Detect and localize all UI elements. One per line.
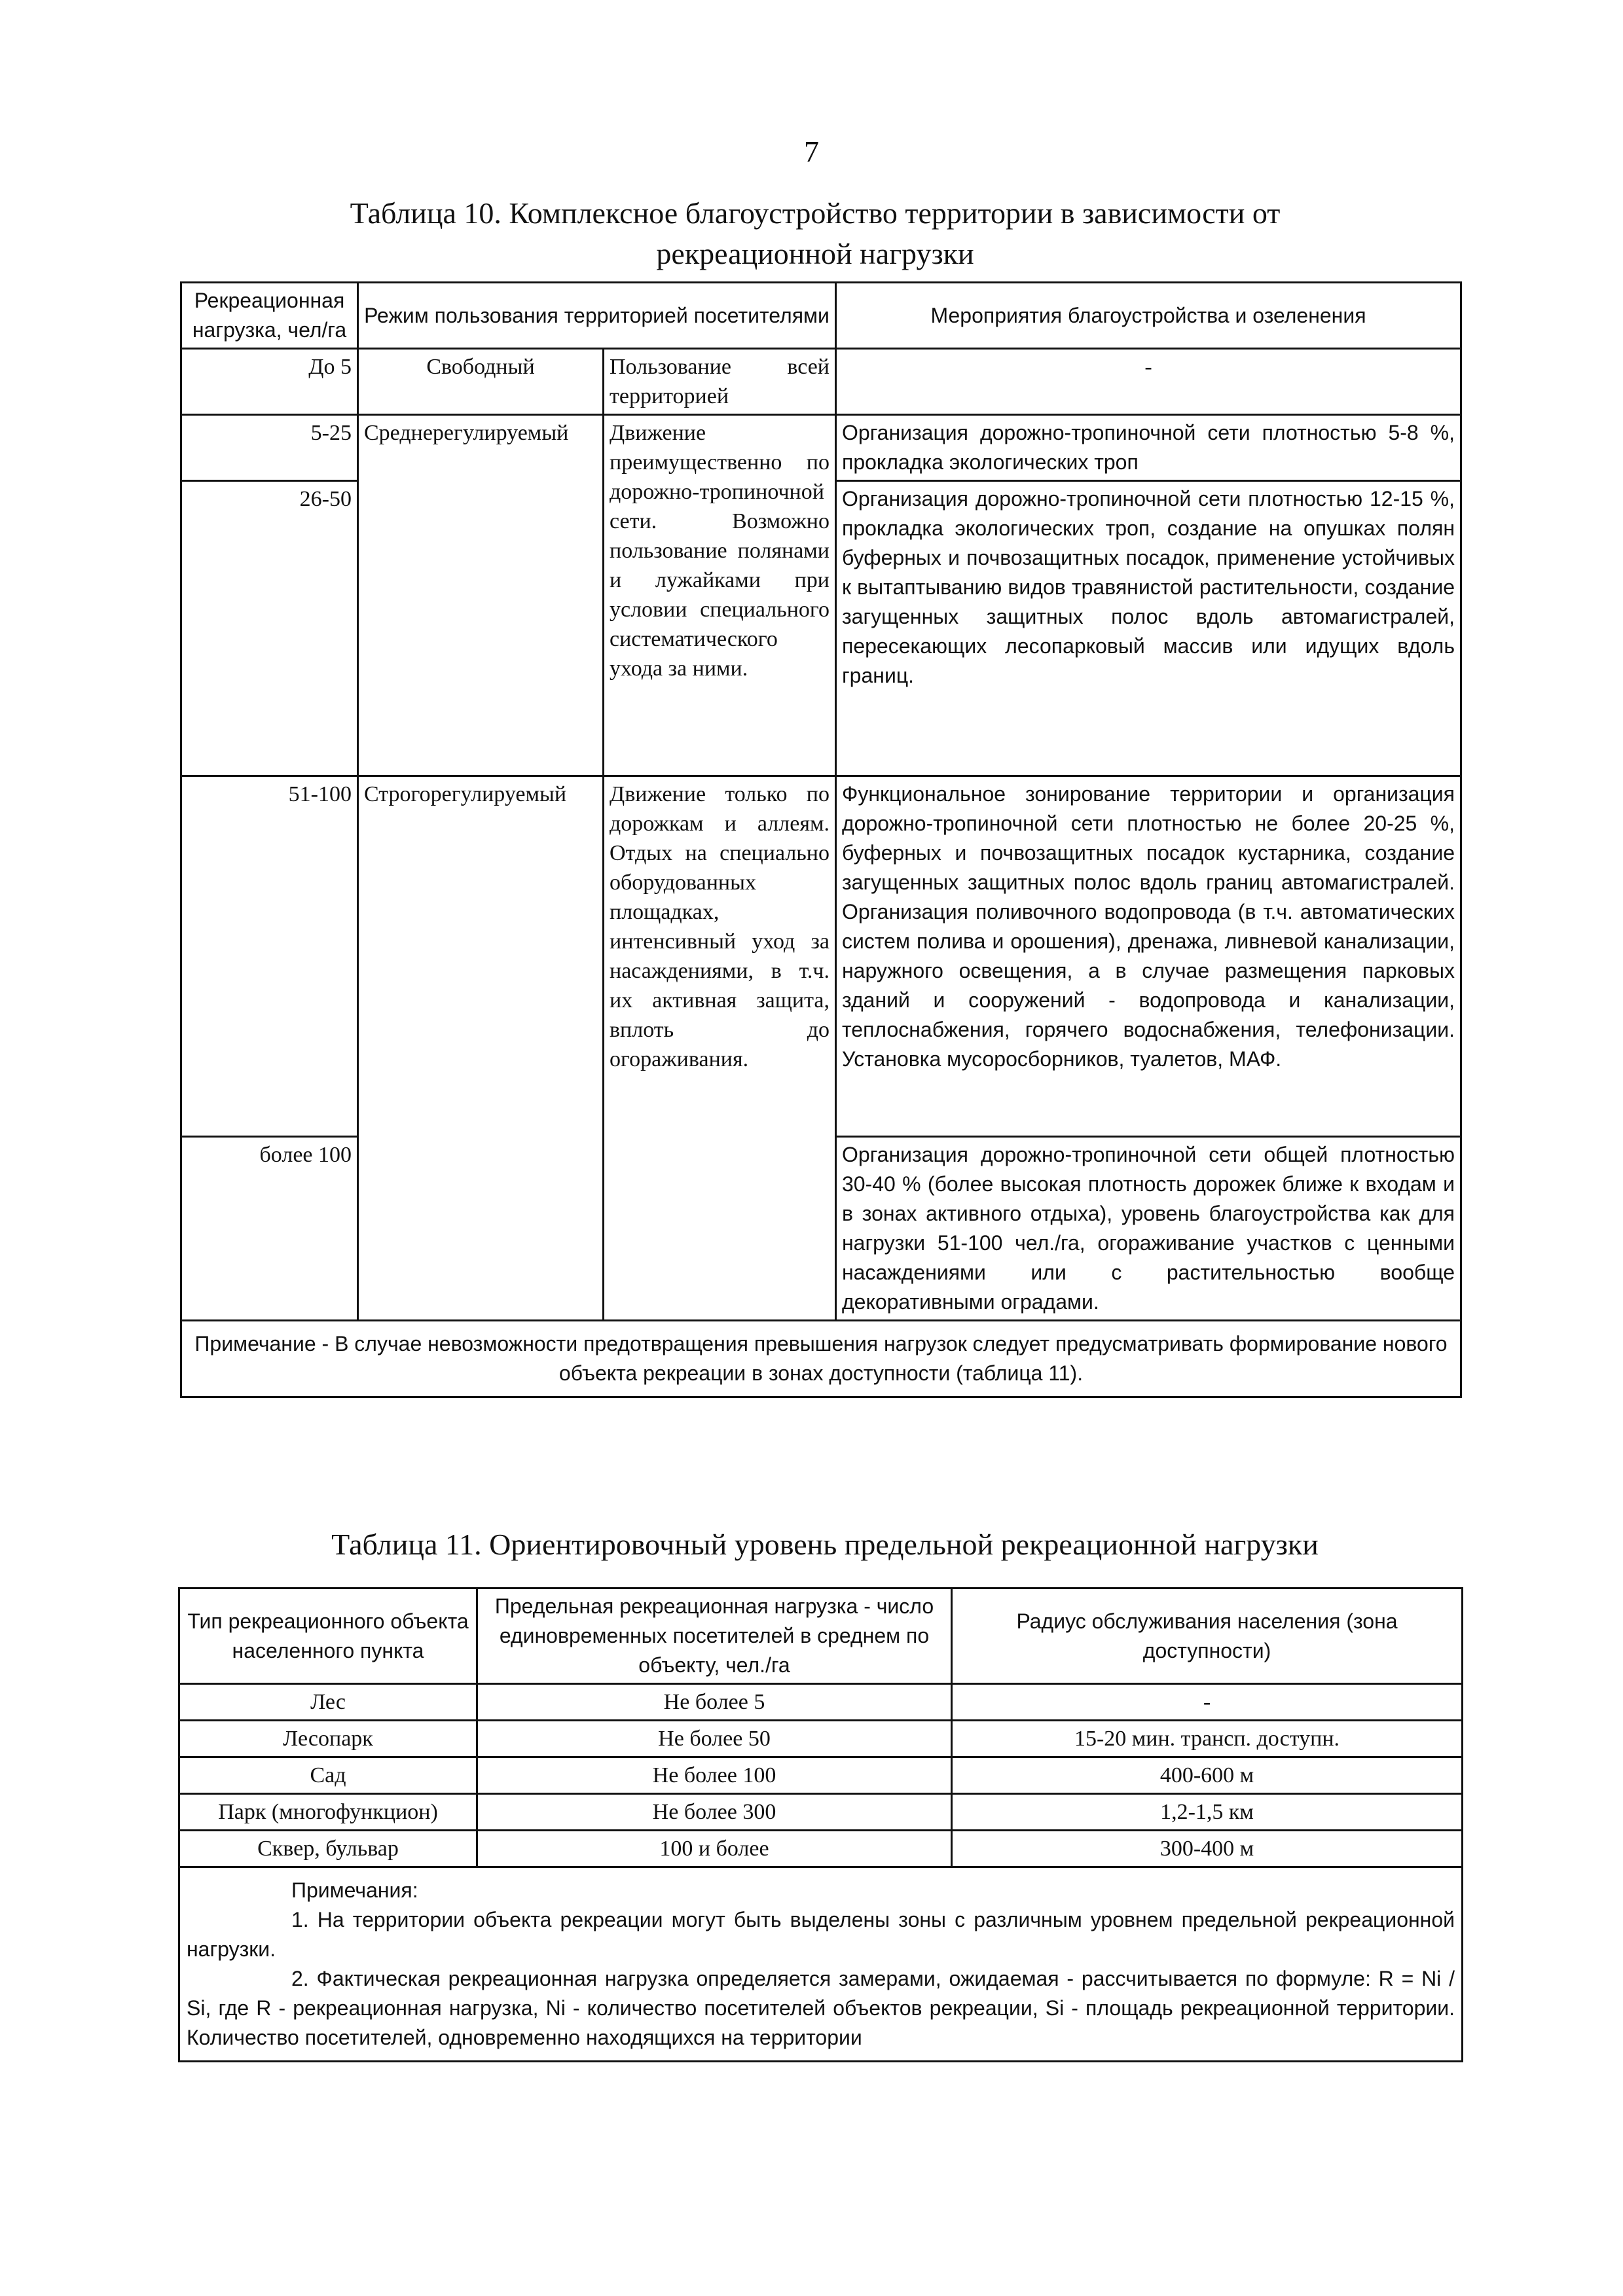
table11-row <box>179 1757 1463 1794</box>
measures-cell: Организация дорожно-тропиночной сети плотностью 12-15 %, прокладка экологических троп, создание на опушках полян буферных и почвозащитных посадок, применение устойчивых к вытаптыванию видов травянистой растительности, создание загущенных защитных полос вдоль автомагистралей, пересекающих лесопарковый массив или идущих вдоль границ. <box>836 481 1461 776</box>
load-cell: 5-25 <box>181 415 358 481</box>
usage-cell: Пользование всей территорией <box>604 349 836 415</box>
table10-header-row <box>181 283 1461 349</box>
note-2: 2. Фактическая рекреационная нагрузка определяется замерами, ожидаемая - рассчитывается по формуле: R = Ni / Si, где R - рекреационная нагрузка, Ni - количество посетителей объектов рекреации, Si - площадь рекреационной территории. Количество посетителей, одновременно находящихся на территории <box>187 1967 1455 2049</box>
type-cell: Сквер, бульвар <box>179 1831 477 1867</box>
measures-cell: Организация дорожно-тропиночной сети общей плотностью 30-40 % (более высокая плотность дорожек ближе к входам и в зонах активного отдыха), уровень благоустройства как для нагрузки 51-100 чел./га, огораживание участков с ценными насаждениями или с растительностью вообще декоративными оградами. <box>836 1137 1461 1321</box>
header-load: Рекреационная нагрузка, чел/га <box>181 283 358 349</box>
load-cell: 26-50 <box>181 481 358 776</box>
table11-row <box>179 1794 1463 1831</box>
notes-title: Примечания: <box>291 1878 418 1902</box>
mode-cell: Строгорегулируемый <box>358 776 604 1321</box>
limit-cell: Не более 100 <box>477 1757 952 1794</box>
table11-row <box>179 1684 1463 1721</box>
limit-cell: 100 и более <box>477 1831 952 1867</box>
header-mode: Режим пользования территорией посетителями <box>358 283 836 349</box>
usage-cell: Движение преимущественно по дорожно-тропиночной сети. Возможно пользование полянами и лужайками при условии специального систематического ухода за ними. <box>604 415 836 776</box>
load-cell: более 100 <box>181 1137 358 1321</box>
load-cell: До 5 <box>181 349 358 415</box>
table10-row <box>181 415 1461 481</box>
limit-cell: Не более 300 <box>477 1794 952 1831</box>
table11-notes <box>179 1867 1463 2062</box>
radius-cell: 400-600 м <box>952 1757 1463 1794</box>
radius-cell: 15-20 мин. трансп. доступн. <box>952 1721 1463 1757</box>
table11-row <box>179 1831 1463 1867</box>
table11-header-row <box>179 1588 1463 1684</box>
type-cell: Лес <box>179 1684 477 1721</box>
header-type: Тип рекреационного объекта населенного пункта <box>179 1588 477 1684</box>
page-number: 7 <box>804 135 819 168</box>
measures-cell: Функциональное зонирование территории и организация дорожно-тропиночной сети плотностью не более 20-25 %, буферных и почвозащитных посадок кустарника, создание загущенных защитных полос вдоль границ автомагистралей. Организация поливочного водопровода (в т.ч. автоматических систем полива и орошения), дренажа, ливневой канализации, наружного освещения, а в случае размещения парковых зданий и сооружений - водопровода и канализации, теплоснабжения, горячего водоснабжения, телефонизации. Установка мусоросборников, туалетов, МАФ. <box>836 776 1461 1137</box>
table11-row <box>179 1721 1463 1757</box>
radius-cell: 1,2-1,5 км <box>952 1794 1463 1831</box>
load-cell: 51-100 <box>181 776 358 1137</box>
measures-cell: - <box>836 349 1461 415</box>
table10-note-row <box>181 1321 1461 1397</box>
usage-cell: Движение только по дорожкам и аллеям. Отдых на специально оборудованных площадках, интенсивный уход за насаждениями, в т.ч. их активная защита, вплоть до огораживания. <box>604 776 836 1321</box>
table10-title <box>177 193 1453 274</box>
header-radius: Радиус обслуживания населения (зона доступности) <box>952 1588 1463 1684</box>
table10-note: Примечание - В случае невозможности предотвращения превышения нагрузок следует предусматривать формирование нового объекта рекреации в зонах доступности (таблица 11). <box>181 1321 1461 1397</box>
table11-notes-row <box>179 1867 1463 2062</box>
table10-row <box>181 776 1461 1137</box>
radius-cell: - <box>952 1684 1463 1721</box>
table10-title-line1: Таблица 10. Комплексное благоустройство территории в зависимости от <box>350 196 1281 230</box>
header-measures: Мероприятия благоустройства и озеленения <box>836 283 1461 349</box>
limit-cell: Не более 5 <box>477 1684 952 1721</box>
table10-title-line2: рекреационной нагрузки <box>656 237 974 270</box>
table11 <box>178 1587 1463 2062</box>
note-1: 1. На территории объекта рекреации могут быть выделены зоны с различным уровнем предельной рекреационной нагрузки. <box>187 1908 1455 1961</box>
table10-row <box>181 349 1461 415</box>
type-cell: Лесопарк <box>179 1721 477 1757</box>
mode-cell: Среднерегулируемый <box>358 415 604 776</box>
type-cell: Сад <box>179 1757 477 1794</box>
mode-cell: Свободный <box>358 349 604 415</box>
type-cell: Парк (многофункцион) <box>179 1794 477 1831</box>
table10 <box>180 281 1462 1398</box>
table11-title: Таблица 11. Ориентировочный уровень предельной рекреационной нагрузки <box>331 1528 1319 1561</box>
radius-cell: 300-400 м <box>952 1831 1463 1867</box>
header-limit: Предельная рекреационная нагрузка - число единовременных посетителей в среднем по объекту, чел./га <box>477 1588 952 1684</box>
limit-cell: Не более 50 <box>477 1721 952 1757</box>
measures-cell: Организация дорожно-тропиночной сети плотностью 5-8 %, прокладка экологических троп <box>836 415 1461 481</box>
